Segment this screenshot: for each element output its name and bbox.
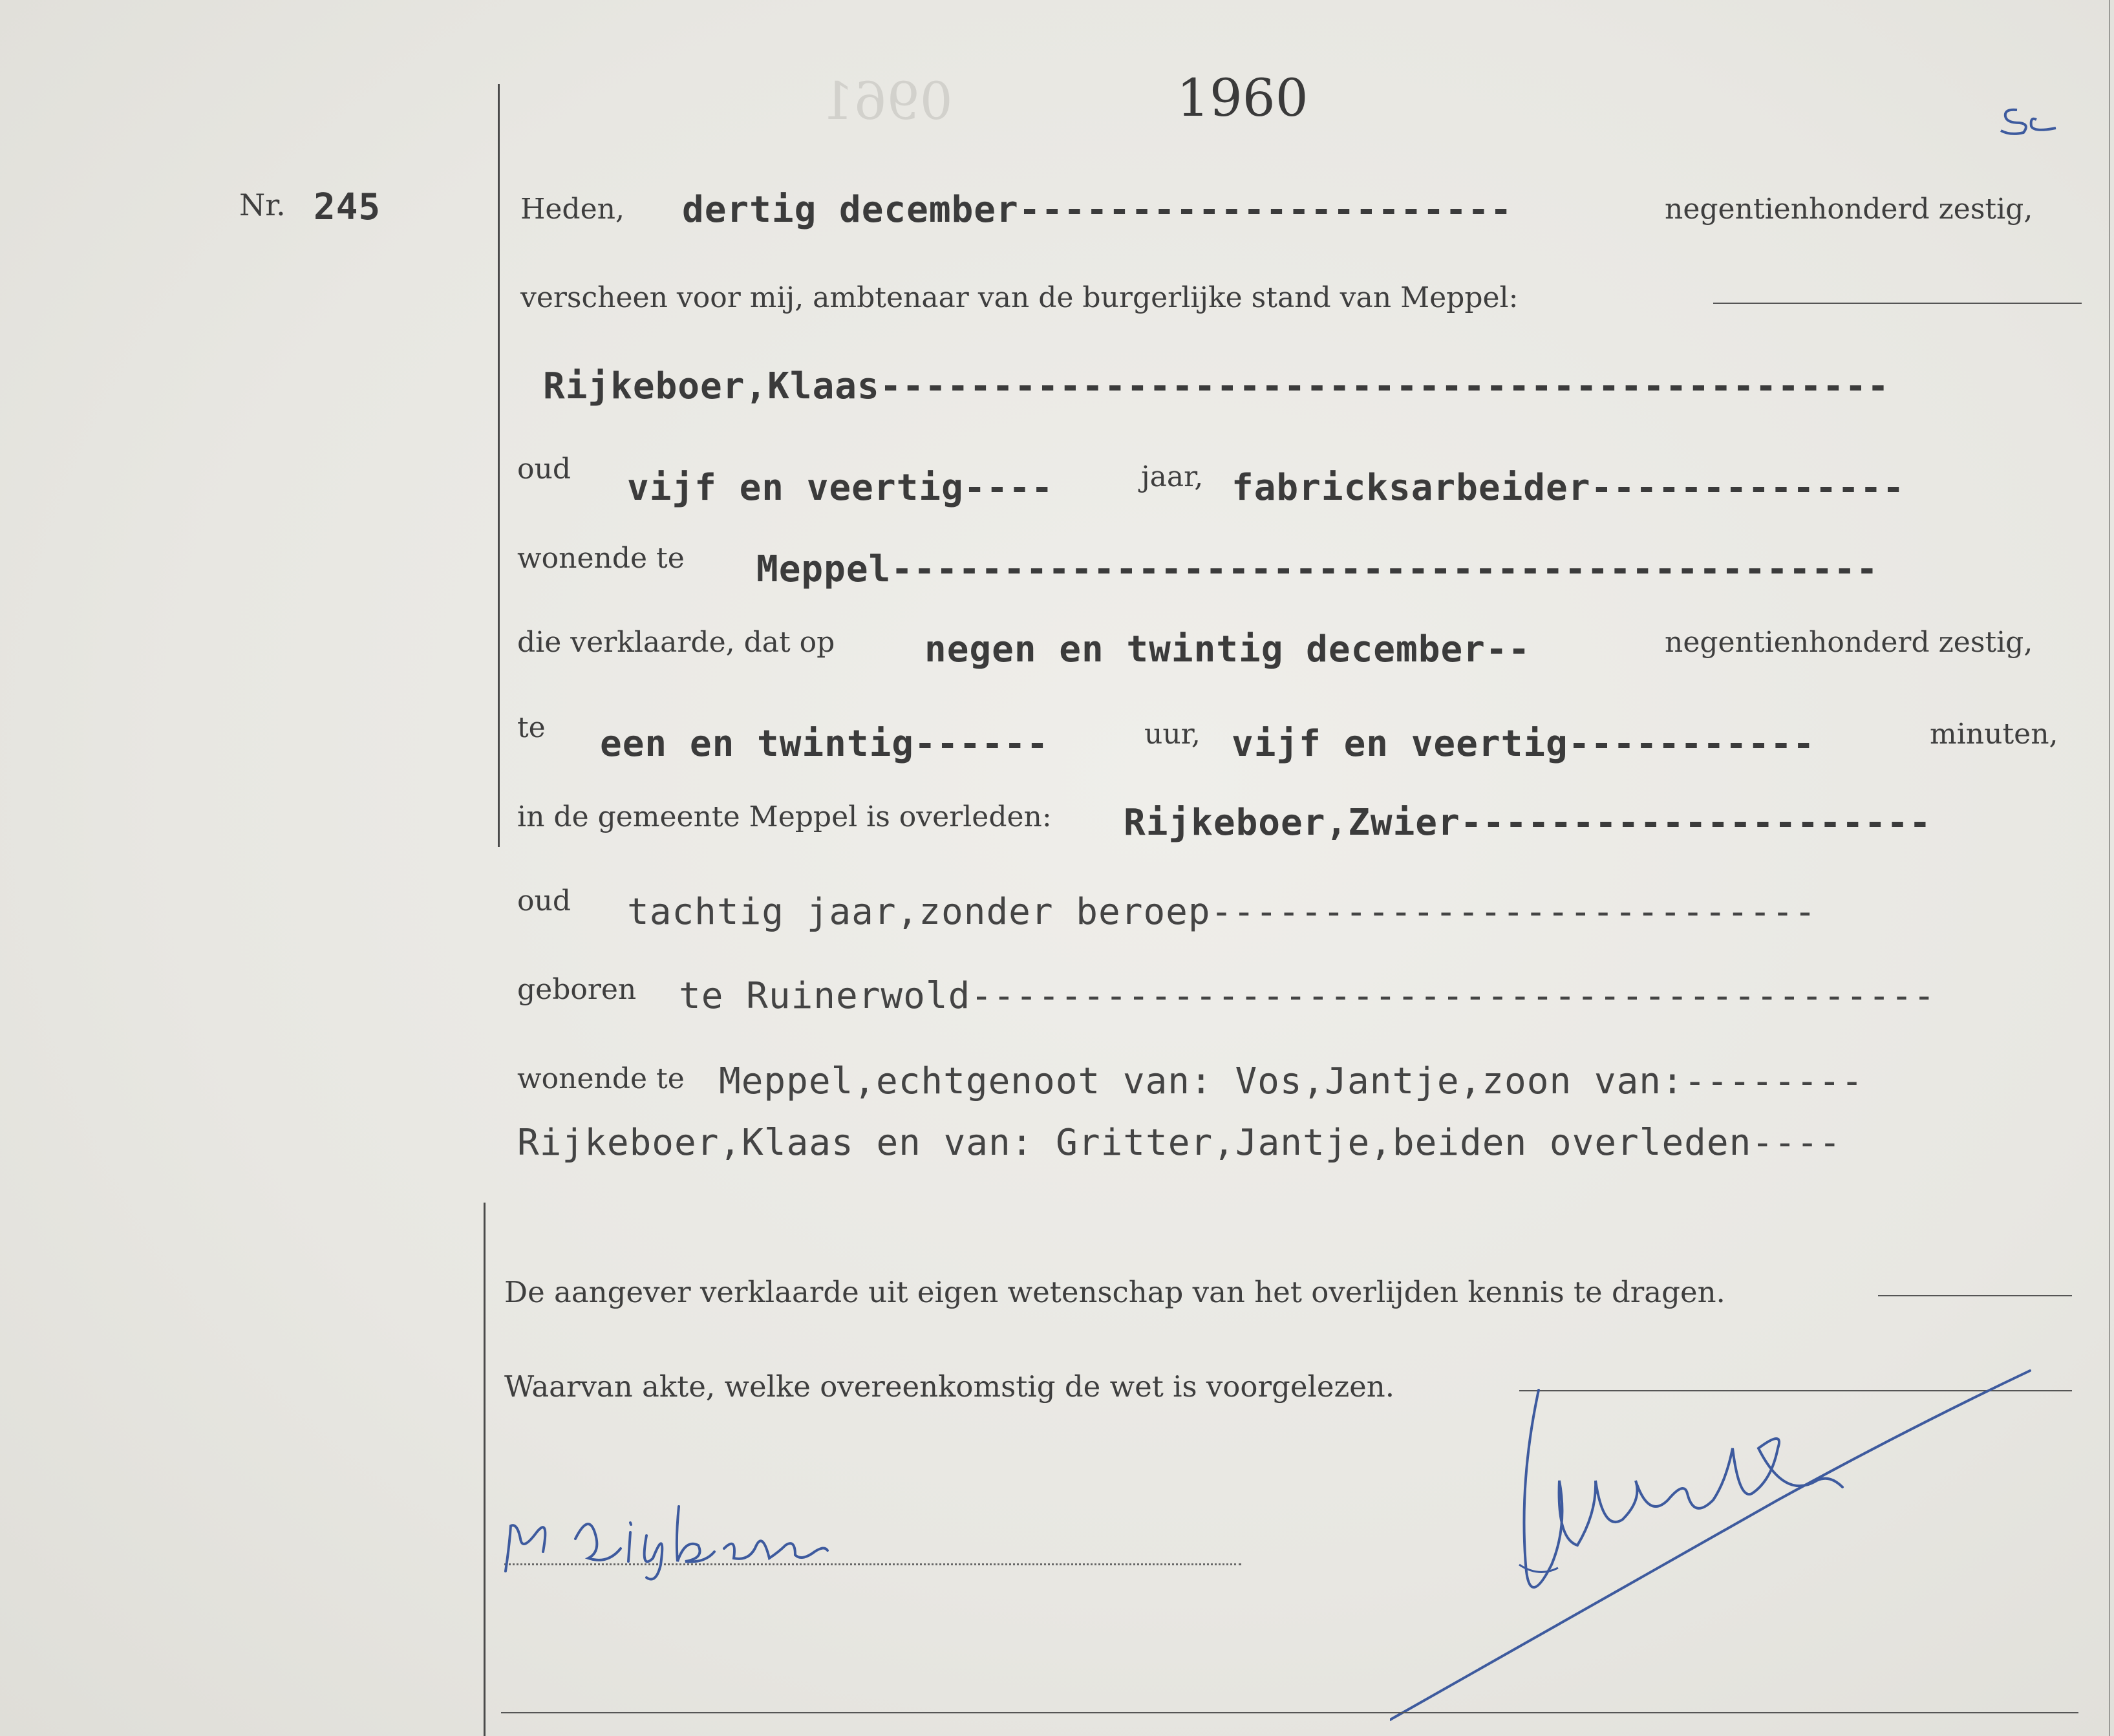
verscheen-text: verscheen voor mij, ambtenaar van de burgerlijke stand van Meppel: [520, 281, 1519, 314]
informant-occupation: fabricksarbeider-------------- [1232, 467, 1905, 509]
nr-value: 245 [314, 186, 381, 228]
verscheen-rule [1713, 303, 2082, 304]
bottom-rule [501, 1712, 2078, 1713]
aangever-rule [1878, 1295, 2072, 1296]
te-label: te [517, 711, 546, 744]
minuten-label: minuten, [1930, 718, 2058, 751]
bleed-through-year: 0961 [821, 71, 953, 131]
informant-name: Rijkeboer,Klaas--------------------------------------------- [543, 365, 1890, 407]
deceased-age: tachtig jaar,zonder beroep--------------------------- [627, 891, 1817, 933]
bleed-through-left-1 [0, 181, 8, 211]
margin-line-upper [498, 84, 500, 847]
corner-mark-icon [1991, 97, 2069, 142]
death-date-suffix: negentienhonderd zestig, [1665, 626, 2033, 659]
informant-age: vijf en veertig---- [627, 467, 1054, 509]
wonende-label-1: wonende te [517, 542, 685, 575]
date-typed: dertig december---------------------- [682, 189, 1513, 231]
verklaarde-label: die verklaarde, dat op [517, 626, 835, 659]
geboren-label: geboren [517, 973, 637, 1006]
document-year: 1960 [1177, 68, 1308, 128]
official-signature [1390, 1351, 2036, 1733]
wonende-label-2: wonende te [517, 1062, 685, 1095]
aangever-statement: De aangever verklaarde uit eigen wetenschap van het overlijden kennis te dragen. [504, 1275, 1725, 1309]
margin-line-lower [484, 1203, 486, 1736]
oud-label-2: oud [517, 884, 571, 917]
heden-label: Heden, [520, 193, 625, 226]
nr-label: Nr. [239, 188, 286, 222]
minutes-typed: vijf en veertig----------- [1232, 723, 1815, 765]
date-suffix: negentienhonderd zestig, [1665, 193, 2033, 226]
uur-label: uur, [1144, 718, 1201, 751]
right-page-edge [2109, 0, 2110, 1736]
birthplace: te Ruinerwold------------------------------------------- [679, 975, 1936, 1017]
deceased-residence-line-2: Rijkeboer,Klaas en van: Gritter,Jantje,beiden overleden---- [517, 1122, 1842, 1164]
deceased-name: Rijkeboer,Zwier--------------------- [1124, 802, 1932, 844]
oud-label-1: oud [517, 453, 571, 486]
waarvan-statement: Waarvan akte, welke overeenkomstig de wet is voorgelezen. [504, 1369, 1395, 1404]
death-date-typed: negen en twintig december-- [924, 628, 1531, 670]
gemeente-label: in de gemeente Meppel is overleden: [517, 800, 1052, 833]
hour-typed: een en twintig------ [600, 723, 1049, 765]
informant-signature [491, 1487, 853, 1584]
informant-residence: Meppel-------------------------------------------- [756, 548, 1879, 590]
deceased-residence-line-1: Meppel,echtgenoot van: Vos,Jantje,zoon van:-------- [719, 1060, 1864, 1102]
jaar-label: jaar, [1141, 460, 1204, 493]
